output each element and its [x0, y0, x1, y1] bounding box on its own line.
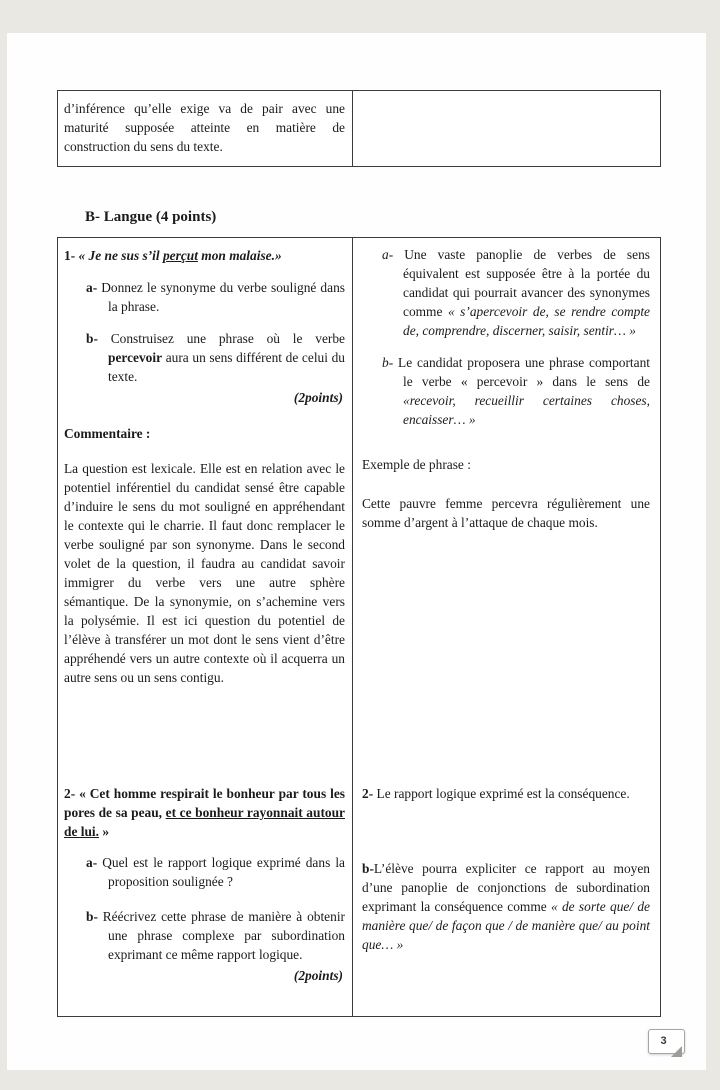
- cell-question-1: [58, 238, 352, 776]
- language-question-table: [57, 237, 661, 1017]
- page-number-badge: [648, 1029, 685, 1054]
- question-2-item-a: a- Quel est le rapport logique exprimé dans la proposition soulignée ?: [86, 855, 345, 889]
- page-number: 3: [660, 1035, 667, 1047]
- question-2-points: (2points): [293, 968, 343, 983]
- continuation-table: [57, 90, 661, 167]
- continuation-cell-left: d’inférence qu’elle exige va de pair avec une maturité supposée atteinte en matière de construction du sens du texte.: [64, 101, 345, 154]
- question-1-points: (2points): [293, 390, 343, 405]
- commentary-paragraph: La question est lexicale. Elle est en relation avec le potentiel inférentiel du candidat sensé être capable d’induire le sens du mot souligné en appréhendant le contexte qui le charrie. Il faut donc remplacer le verbe souligné par son synonyme. Dans le second volet de la question, il faudra au candidat savoir immigrer du verbe vers une autre sphère sémantique. De la synonymie, on s’achemine vers la polysémie. Il est ici question du potentiel de l’élève à transférer un mot dont le sens vient d’être appréhendé vers un autre contexte où il acquerra un autre sens ou un sens contigu.: [64, 461, 345, 685]
- answer-1-item-b: b- Le candidat proposera une phrase comportant le verbe « percevoir » dans le sens de «recevoir, recueillir certaines choses, encaisser… »: [382, 355, 650, 427]
- cell-question-2: [58, 776, 352, 1016]
- answer-2-statement: 2- Le rapport logique exprimé est la conséquence.: [362, 786, 630, 801]
- section-heading: B- Langue (4 points): [85, 209, 217, 225]
- question-1-item-a: a- Donnez le synonyme du verbe souligné dans la phrase.: [86, 280, 345, 314]
- answer-2-item-b: b-L’élève pourra expliciter ce rapport au moyen d’une panoplie de conjonctions de subordination exprimant la conséquence comme « de sorte que/ de manière que/ de façon que / de manière que/ au point que… »: [362, 861, 650, 952]
- question-1-item-b: b- Construisez une phrase où le verbe percevoir aura un sens différent de celui du texte.: [86, 331, 345, 384]
- example-label: Exemple de phrase :: [362, 457, 471, 472]
- commentary-label: Commentaire :: [64, 426, 151, 441]
- folded-corner-icon: [671, 1046, 682, 1057]
- question-2-item-b: b- Réécrivez cette phrase de manière à obtenir une phrase complexe par subordination exprimant ce même rapport logique.: [86, 909, 345, 962]
- continuation-cell-right: [352, 91, 660, 166]
- question-1-quote: 1- « Je ne sus s’il perçut mon malaise.»: [64, 248, 282, 263]
- cell-answer-1: [352, 238, 660, 776]
- example-sentence: Cette pauvre femme percevra régulièrement une somme d’argent à l’attaque de chaque mois.: [362, 496, 650, 530]
- question-2-quote: 2- « Cet homme respirait le bonheur par tous les pores de sa peau, et ce bonheur rayonnait autour de lui. »: [64, 786, 345, 839]
- answer-1-item-a: a- Une vaste panoplie de verbes de sens équivalent est supposée être à la portée du candidat qui pourrait avancer des synonymes comme « s’apercevoir de, se rendre compte de, comprendre, discerner, saisir, sentir… »: [382, 247, 651, 338]
- cell-answer-2: [352, 776, 660, 1016]
